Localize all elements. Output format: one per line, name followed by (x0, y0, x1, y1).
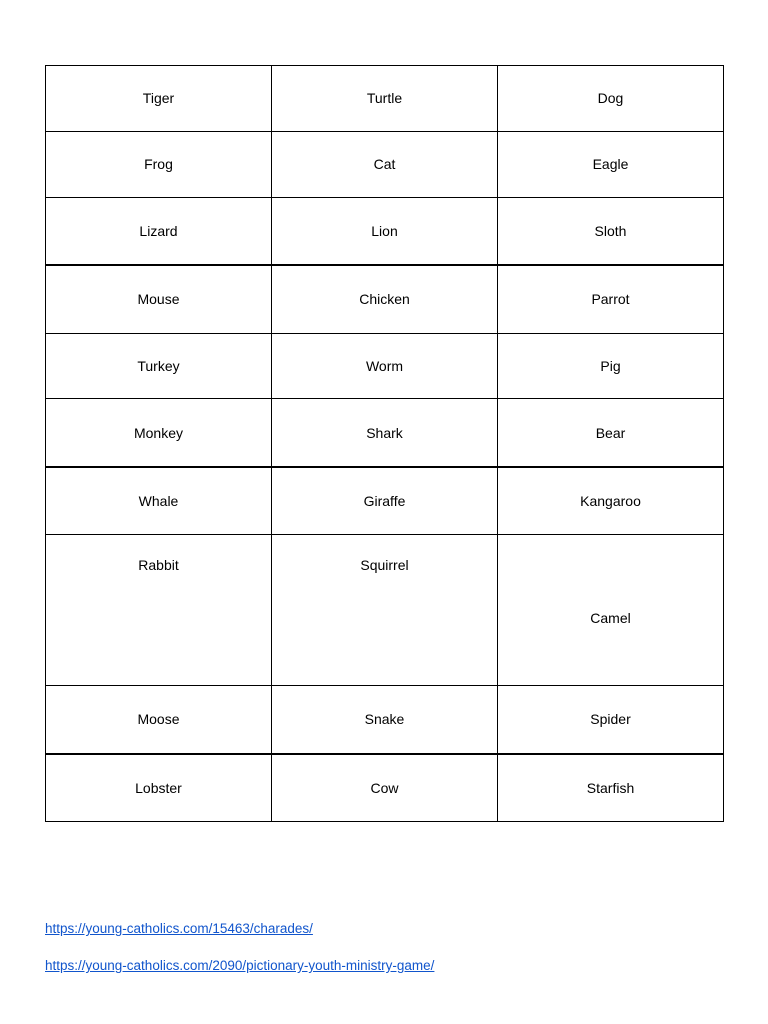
charades-link[interactable]: https://young-catholics.com/15463/charades/ (45, 921, 313, 936)
table-row (46, 265, 724, 333)
table-cell: Lion (272, 197, 498, 265)
table-cell: Turtle (272, 66, 498, 132)
table-cell: Worm (272, 333, 498, 399)
table-cell: Shark (272, 399, 498, 467)
table-cell: Turkey (46, 333, 272, 399)
table-row (46, 467, 724, 535)
table-cell: Eagle (498, 131, 724, 197)
animal-table (45, 65, 724, 822)
table-cell: Camel (498, 535, 724, 686)
table-cell: Sloth (498, 197, 724, 265)
table-cell: Parrot (498, 265, 724, 333)
table-cell: Lobster (46, 754, 272, 822)
table-row (46, 535, 724, 686)
pictionary-link[interactable]: https://young-catholics.com/2090/pictionary-youth-ministry-game/ (45, 958, 435, 973)
table-row (46, 131, 724, 197)
table-row (46, 754, 724, 822)
table-cell: Dog (498, 66, 724, 132)
table-cell: Mouse (46, 265, 272, 333)
table-cell: Snake (272, 686, 498, 754)
table-cell: Giraffe (272, 467, 498, 535)
table-cell: Moose (46, 686, 272, 754)
table-row (46, 197, 724, 265)
table-cell: Rabbit (46, 535, 272, 686)
table-cell: Squirrel (272, 535, 498, 686)
table-cell: Lizard (46, 197, 272, 265)
table-cell: Spider (498, 686, 724, 754)
table-cell: Tiger (46, 66, 272, 132)
table-cell: Frog (46, 131, 272, 197)
table-row (46, 333, 724, 399)
table-cell: Monkey (46, 399, 272, 467)
table-cell: Kangaroo (498, 467, 724, 535)
table-row (46, 686, 724, 754)
table-cell: Cat (272, 131, 498, 197)
table-row (46, 66, 724, 132)
table-cell: Bear (498, 399, 724, 467)
table-cell: Starfish (498, 754, 724, 822)
link-list (45, 920, 434, 994)
table-cell: Pig (498, 333, 724, 399)
table-cell: Whale (46, 467, 272, 535)
table-row (46, 399, 724, 467)
table-cell: Chicken (272, 265, 498, 333)
table-cell: Cow (272, 754, 498, 822)
